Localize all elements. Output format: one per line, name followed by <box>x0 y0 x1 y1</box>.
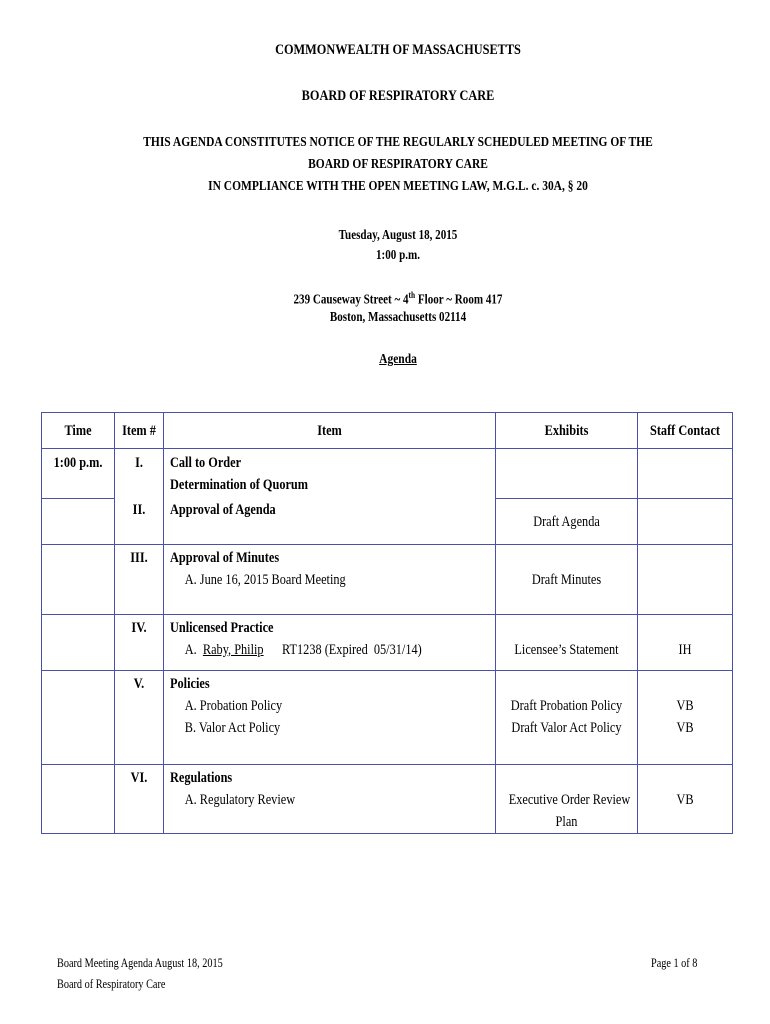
row5-item <box>164 671 496 765</box>
table-row <box>42 545 733 615</box>
row6-item <box>164 765 496 834</box>
row5-exhibits <box>496 671 638 765</box>
row5-sub-item-1: A. Probation Policy <box>184 698 283 714</box>
row4-sub-rest: RT1238 (Expired 05/31/14) <box>263 642 422 658</box>
row3-number: III. <box>115 545 164 615</box>
footer-meeting-label: Board Meeting Agenda August 18, 2015 <box>57 956 223 970</box>
row3-staff <box>638 545 733 615</box>
row5-staff <box>638 671 733 765</box>
row2-staff <box>638 499 733 545</box>
row3-exhibits: Draft Minutes <box>496 545 638 615</box>
footer-left <box>57 953 223 995</box>
row6-time <box>42 765 115 834</box>
footer-board-label: Board of Respiratory Care <box>57 977 166 991</box>
agenda-title-text: Agenda <box>379 352 417 367</box>
row5-staff-2: VB <box>676 720 694 736</box>
row1-number: I. <box>115 449 164 499</box>
table-row <box>42 765 733 834</box>
meeting-date: Tuesday, August 18, 2015 <box>338 227 458 242</box>
row6-number: VI. <box>115 765 164 834</box>
page-number: Page 1 of 8 <box>651 956 698 970</box>
table-row <box>42 615 733 671</box>
row6-staff: VB <box>638 765 733 834</box>
row5-exhibit-2: Draft Valor Act Policy <box>511 720 622 736</box>
row3-item-title: Approval of Minutes <box>170 550 280 566</box>
row6-exhibits <box>496 765 638 834</box>
row1-item-title: Call to Order <box>170 455 242 471</box>
row4-time <box>42 615 115 671</box>
col-header-item-number: Item # <box>115 413 164 449</box>
address-end: Floor ~ Room 417 <box>415 291 503 307</box>
row1-item <box>164 449 496 499</box>
meeting-address <box>72 286 725 309</box>
table-header-row <box>42 413 733 449</box>
agenda-title <box>72 350 725 368</box>
row5-sub-item-2: B. Valor Act Policy <box>184 720 281 736</box>
row6-exhibit-2: Plan <box>555 814 578 830</box>
row3-time <box>42 545 115 615</box>
table-row <box>42 499 733 545</box>
row3-item <box>164 545 496 615</box>
row2-exhibits: Draft Agenda <box>496 499 638 545</box>
notice-line-2: BOARD OF RESPIRATORY CARE <box>308 157 488 172</box>
row2-number: II. <box>115 499 164 545</box>
row4-exhibits: Licensee’s Statement <box>496 615 638 671</box>
row4-item <box>164 615 496 671</box>
row4-staff: IH <box>638 615 733 671</box>
row6-exhibit-1: Executive Order Review <box>508 792 631 808</box>
row5-staff-1: VB <box>676 698 694 714</box>
address-sup: th <box>408 290 416 300</box>
licensee-name-link[interactable]: Raby, Philip <box>202 642 264 658</box>
col-header-time: Time <box>42 413 115 449</box>
row4-sub-prefix: A. <box>184 642 203 658</box>
row5-item-title: Policies <box>170 676 210 692</box>
row1-exhibits <box>496 449 638 499</box>
row5-time <box>42 671 115 765</box>
col-header-staff-contact: Staff Contact <box>638 413 733 449</box>
col-header-exhibits: Exhibits <box>496 413 638 449</box>
row4-number: IV. <box>115 615 164 671</box>
header-line-2: BOARD OF RESPIRATORY CARE <box>301 88 495 104</box>
table-row <box>42 449 733 499</box>
meeting-city: Boston, Massachusetts 02114 <box>329 309 467 324</box>
row6-sub-item: A. Regulatory Review <box>184 792 296 808</box>
row4-item-title: Unlicensed Practice <box>170 620 274 636</box>
row5-exhibit-1: Draft Probation Policy <box>510 698 623 714</box>
row1-staff <box>638 449 733 499</box>
row1-item-title-2: Determination of Quorum <box>170 477 309 493</box>
notice-line-3: IN COMPLIANCE WITH THE OPEN MEETING LAW, M.G.L. c. 30A, § 20 <box>208 179 588 194</box>
row5-number: V. <box>115 671 164 765</box>
row6-item-title: Regulations <box>170 770 233 786</box>
address-start: 239 Causeway Street ~ 4 <box>293 291 409 307</box>
row2-item: Approval of Agenda <box>164 499 496 545</box>
notice-line-1: THIS AGENDA CONSTITUTES NOTICE OF THE REGULARLY SCHEDULED MEETING OF THE <box>143 135 653 150</box>
row1-time: 1:00 p.m. <box>42 449 115 499</box>
row4-sub-item <box>170 639 437 661</box>
meeting-time: 1:00 p.m. <box>376 247 420 262</box>
row3-sub-item: A. June 16, 2015 Board Meeting <box>184 572 346 588</box>
row2-time <box>42 499 115 545</box>
agenda-table <box>41 412 733 834</box>
header-line-1: COMMONWEALTH OF MASSACHUSETTS <box>275 42 521 58</box>
table-row <box>42 671 733 765</box>
col-header-item: Item <box>164 413 496 449</box>
